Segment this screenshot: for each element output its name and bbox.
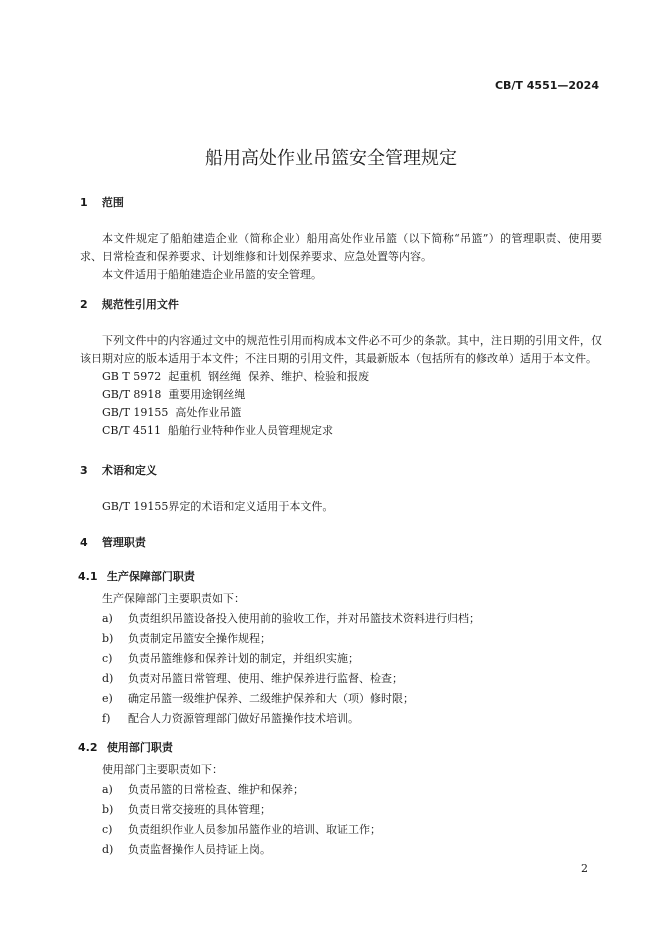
list-lead: 使用部门主要职责如下： (102, 763, 223, 776)
section-number: 1 (80, 196, 88, 209)
list-text: 负责吊篮维修和保养计划的制定，并组织实施； (128, 652, 359, 665)
reference-item: CB/T 4511 船舶行业特种作业人员管理规定求 (102, 424, 334, 437)
section-title: 范围 (101, 196, 124, 209)
subsection-title: 使用部门职责 (106, 741, 173, 754)
list-marker: f) (102, 712, 111, 725)
list-marker: e) (102, 692, 113, 705)
list-item (80, 610, 602, 628)
paragraph: 本文件规定了船舶建造企业（简称企业）船用高处作业吊篮（以下简称“吊篮”）的管理职责、使用要求、日常检查和保养要求、计划维修和计划保养要求、应急处置等内容。 (80, 232, 602, 263)
subsection-title: 生产保障部门职责 (106, 570, 195, 583)
document-body (80, 194, 602, 859)
list-text: 负责监督操作人员持证上岗。 (128, 843, 271, 856)
section-title: 术语和定义 (101, 464, 157, 477)
document-title: 船用高处作业吊篮安全管理规定 (205, 148, 457, 169)
list-marker: a) (102, 783, 113, 796)
list-marker: d) (102, 843, 114, 856)
list-item (80, 670, 602, 688)
section-3-heading (80, 462, 602, 480)
list-marker: b) (102, 803, 114, 816)
standard-code: CB/T 4551—2024 (494, 79, 599, 92)
list-marker: c) (102, 652, 113, 665)
page-number: 2 (581, 862, 588, 875)
paragraph: 下列文件中的内容通过文中的规范性引用而构成本文件必不可少的条款。其中，注日期的引用文件，仅该日期对应的版本适用于本文件；不注日期的引用文件，其最新版本（包括所有的修改单）适用于本文件。 (80, 334, 602, 365)
list-text: 负责制定吊篮安全操作规程； (128, 632, 271, 645)
section-number: 4 (80, 536, 88, 549)
paragraph: 本文件适用于船舶建造企业吊篮的安全管理。 (102, 268, 322, 281)
list-text: 负责对吊篮日常管理、使用、维护保养进行监督、检查； (128, 672, 403, 685)
section-2-heading (80, 296, 602, 314)
section-title: 管理职责 (101, 536, 146, 549)
subsection-number: 4.2 (78, 741, 98, 754)
list-text: 负责组织吊篮设备投入使用前的验收工作，并对吊篮技术资料进行归档； (128, 612, 480, 625)
section-1-heading (80, 194, 602, 212)
section-title: 规范性引用文件 (101, 298, 179, 311)
list-item (80, 801, 602, 819)
list-marker: d) (102, 672, 114, 685)
section-number: 3 (80, 464, 88, 477)
section-number: 2 (80, 298, 88, 311)
list-marker: b) (102, 632, 114, 645)
list-item (80, 841, 602, 859)
subsection-number: 4.1 (78, 570, 98, 583)
list-item (80, 821, 602, 839)
reference-item: GB/T 19155 高处作业吊篮 (102, 406, 242, 419)
list-item (80, 650, 602, 668)
paragraph: GB/T 19155界定的术语和定义适用于本文件。 (102, 500, 334, 513)
list-text: 负责日常交接班的具体管理； (128, 803, 271, 816)
list-lead: 生产保障部门主要职责如下： (102, 592, 245, 605)
list-text: 负责吊篮的日常检查、维护和保养； (128, 783, 304, 796)
list-item (80, 781, 602, 799)
reference-item: GB/T 8918 重要用途钢丝绳 (102, 388, 246, 401)
list-marker: a) (102, 612, 113, 625)
list-item (80, 690, 602, 708)
subsection-4-1-heading (78, 568, 602, 586)
section-4-heading (80, 534, 602, 552)
list-item (80, 630, 602, 648)
list-text: 确定吊篮一级维护保养、二级维护保养和大（项）修时限； (128, 692, 414, 705)
list-text: 负责组织作业人员参加吊篮作业的培训、取证工作； (128, 823, 381, 836)
list-item (80, 710, 602, 728)
list-text: 配合人力资源管理部门做好吊篮操作技术培训。 (128, 712, 359, 725)
subsection-4-2-heading (78, 739, 602, 757)
list-marker: c) (102, 823, 113, 836)
reference-item: GB T 5972 起重机 钢丝绳 保养、维护、检验和报废 (102, 370, 370, 383)
